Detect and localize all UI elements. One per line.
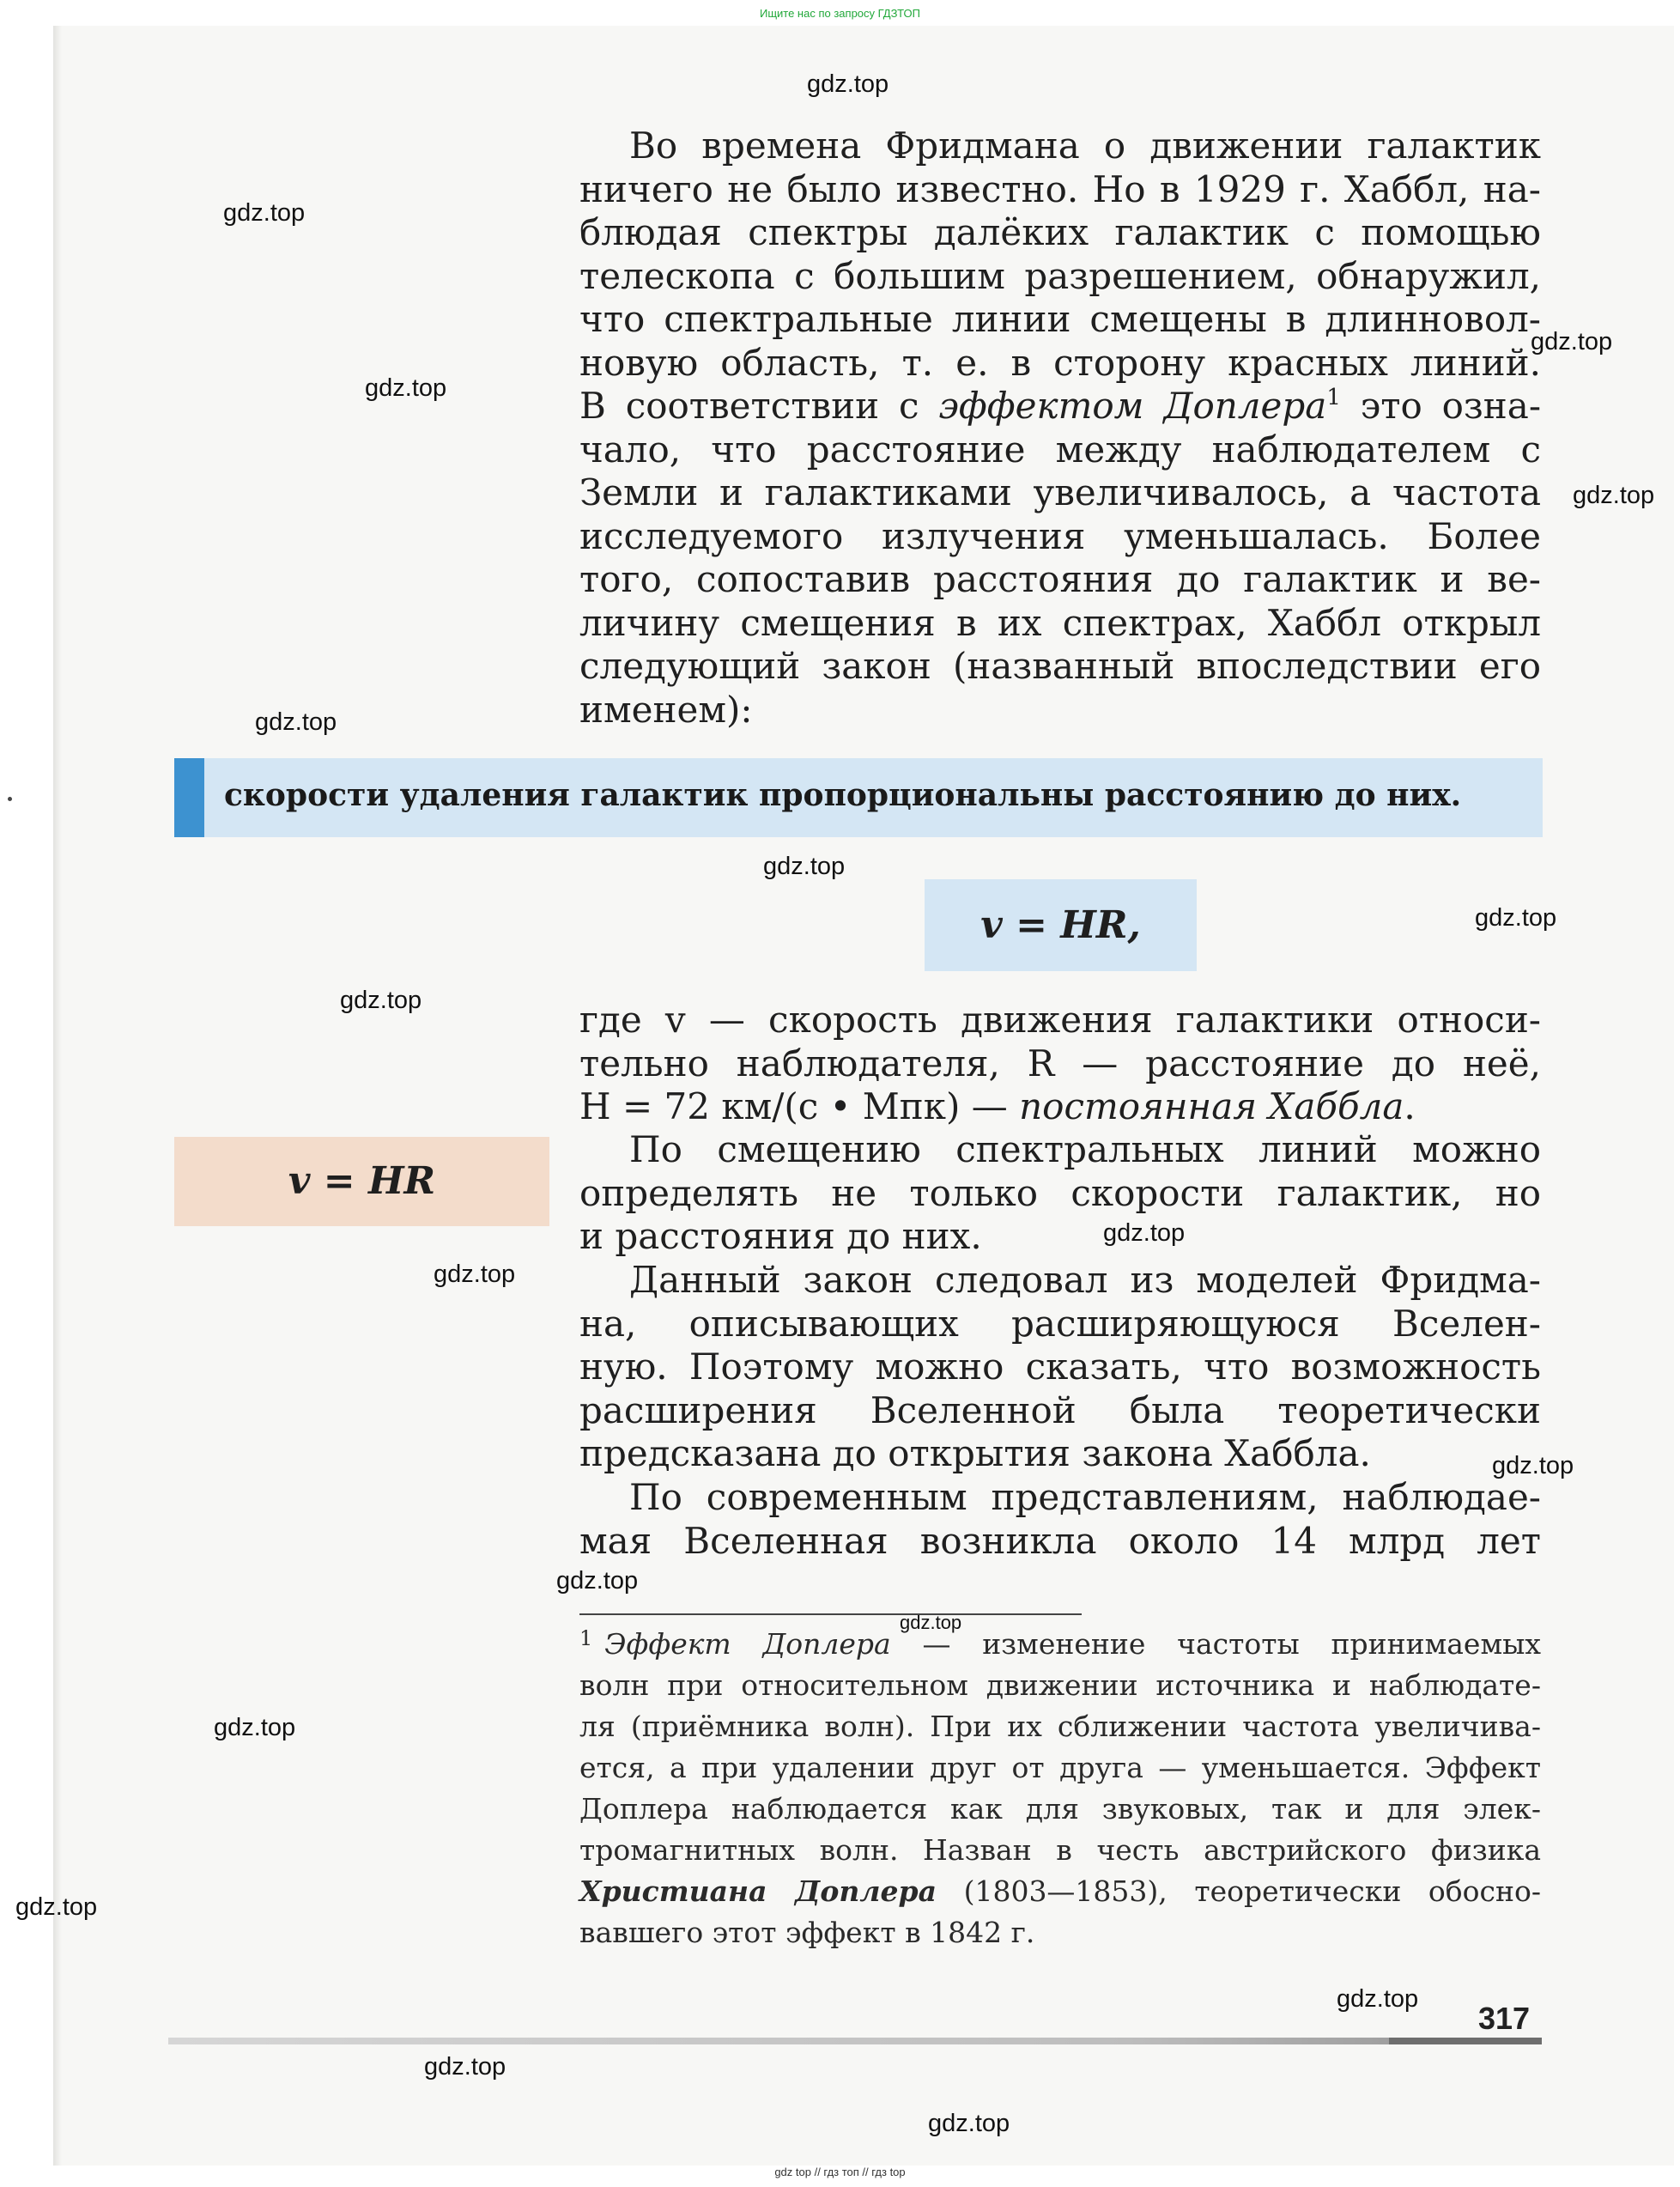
text-line: Данный закон следовал из моделей Фридма- bbox=[629, 1259, 1541, 1301]
watermark: gdz.top bbox=[214, 1714, 296, 1741]
text-line: Христиана Доплера (1803—1853), теоретически обосно- bbox=[579, 1874, 1541, 1908]
text-line: на, описывающих расширяющуюся Вселен- bbox=[579, 1302, 1541, 1345]
hubble-formula: v = HR, bbox=[925, 879, 1197, 971]
text-line: личину смещения в их спектрах, Хаббл открыл bbox=[579, 601, 1541, 644]
search-hint: Ищите нас по запросу ГДЗТОП bbox=[759, 7, 920, 20]
text-line: и расстояния до них. bbox=[579, 1215, 982, 1257]
page-bottom-rule bbox=[168, 2038, 1542, 2044]
doppler-effect-term: Эффект Доплера bbox=[604, 1627, 891, 1661]
watermark: gdz.top bbox=[424, 2053, 506, 2081]
hubble-law-box bbox=[174, 758, 1543, 837]
text-line: ную. Поэтому можно сказать, что возможность bbox=[579, 1346, 1541, 1388]
text-line: где v — скорость движения галактики относи- bbox=[579, 999, 1541, 1041]
text-line: определять не только скорости галактик, но bbox=[579, 1171, 1541, 1214]
text-line: что спектральные линии смещены в длинновол- bbox=[579, 298, 1541, 340]
watermark: gdz.top bbox=[434, 1261, 516, 1288]
paragraph-modern-views bbox=[579, 1476, 1541, 1563]
watermark: gdz.top bbox=[763, 853, 846, 880]
page-number: 317 bbox=[1478, 2001, 1531, 2036]
text-line: Доплера наблюдается как для звуковых, так и для элек- bbox=[579, 1792, 1541, 1826]
paragraph-friedman-models bbox=[579, 1259, 1541, 1476]
footnote-divider bbox=[579, 1613, 1082, 1615]
site-footer-note: gdz top // гдз топ // гдз top bbox=[774, 2166, 906, 2178]
watermark: gdz.top bbox=[900, 1612, 962, 1633]
text-line: именем): bbox=[579, 688, 753, 731]
text-line: ется, а при удалении друг от друга — уменьшается. Эффект bbox=[579, 1751, 1541, 1784]
text-line: тельно наблюдателя, R — расстояние до неё, bbox=[579, 1042, 1541, 1084]
text-line: волн при относительном движении источника и наблюдате- bbox=[579, 1668, 1541, 1702]
watermark: gdz.top bbox=[15, 1893, 98, 1921]
watermark: gdz.top bbox=[1531, 328, 1613, 355]
text-line: ничего не было известно. Но в 1929 г. Хаббл, на- bbox=[579, 167, 1541, 210]
footnote-ref[interactable]: 1 bbox=[1326, 385, 1341, 410]
footnote-doppler bbox=[579, 1624, 1541, 1953]
watermark: gdz.top bbox=[223, 199, 306, 227]
watermark: gdz.top bbox=[928, 2110, 1010, 2137]
doppler-effect-term: эффектом Доплера bbox=[938, 385, 1327, 427]
text-line: новую область, т. е. в сторону красных линий. bbox=[579, 341, 1541, 384]
watermark: gdz.top bbox=[556, 1567, 639, 1595]
watermark: gdz.top bbox=[807, 70, 889, 98]
text-line: предсказана до открытия закона Хаббла. bbox=[579, 1432, 1371, 1474]
hubble-constant-term: постоянная Хаббла bbox=[1019, 1085, 1404, 1127]
text-line: $^1$ Эффект Доплера — изменение частоты принимаемых bbox=[579, 1626, 1542, 1661]
scan-speck bbox=[8, 797, 12, 801]
margin-formula: v = HR bbox=[174, 1137, 549, 1226]
footnote-mark: 1 bbox=[579, 1626, 593, 1650]
text-line: Земли и галактиками увеличивалось, а частота bbox=[579, 471, 1541, 513]
watermark: gdz.top bbox=[1103, 1219, 1186, 1247]
watermark: gdz.top bbox=[365, 374, 447, 402]
text-line: ля (приёмника волн). При их сближении частота увеличива- bbox=[579, 1710, 1541, 1743]
text-line: исследуемого излучения уменьшалась. Более bbox=[579, 514, 1541, 557]
watermark: gdz.top bbox=[1573, 482, 1655, 509]
text-line: H = 72 км/(с • Мпк) — постоянная Хаббла. bbox=[579, 1085, 1416, 1127]
watermark: gdz.top bbox=[1475, 904, 1557, 932]
watermark: gdz.top bbox=[255, 708, 337, 736]
page-bottom-rule-accent bbox=[1389, 2038, 1542, 2044]
text-line: мая Вселенная возникла около 14 млрд лет bbox=[579, 1519, 1541, 1562]
text-line: тромагнитных волн. Назван в честь австрийского физика bbox=[579, 1833, 1541, 1867]
watermark: gdz.top bbox=[1492, 1452, 1574, 1479]
text-line: чало, что расстояние между наблюдателем с bbox=[579, 428, 1541, 471]
page-edge-shadow bbox=[53, 26, 62, 2166]
text-line: вавшего этот эффект в 1842 г. bbox=[579, 1916, 1035, 1949]
hubble-law-text: скорости удаления галактик пропорциональны расстоянию до них. bbox=[224, 777, 1462, 813]
text-line: По смещению спектральных линий можно bbox=[629, 1128, 1541, 1170]
paragraph-formula-explanation bbox=[579, 999, 1541, 1129]
law-accent-bar bbox=[174, 758, 204, 837]
text-line: блюдая спектры далёких галактик с помощью bbox=[579, 211, 1541, 253]
watermark: gdz.top bbox=[1337, 1985, 1419, 2013]
text-line: следующий закон (названный впоследствии его bbox=[579, 645, 1541, 687]
text-line: расширения Вселенной была теоретически bbox=[579, 1388, 1541, 1431]
text-line: Во времена Фридмана о движении галактик bbox=[629, 125, 1541, 167]
watermark: gdz.top bbox=[340, 987, 422, 1014]
paragraph-spectral-shift bbox=[579, 1128, 1541, 1259]
doppler-name: Христиана Доплера bbox=[579, 1874, 937, 1908]
paragraph-friedman-hubble bbox=[579, 125, 1541, 732]
text-line: В соответствии с эффектом Доплера$^1$ это озна- bbox=[579, 385, 1542, 427]
text-line: того, сопоставив расстояния до галактик и ве- bbox=[579, 558, 1541, 600]
text-line: телескопа с большим разрешением, обнаружил, bbox=[579, 254, 1541, 297]
text-line: По современным представлениям, наблюдае- bbox=[629, 1476, 1541, 1518]
